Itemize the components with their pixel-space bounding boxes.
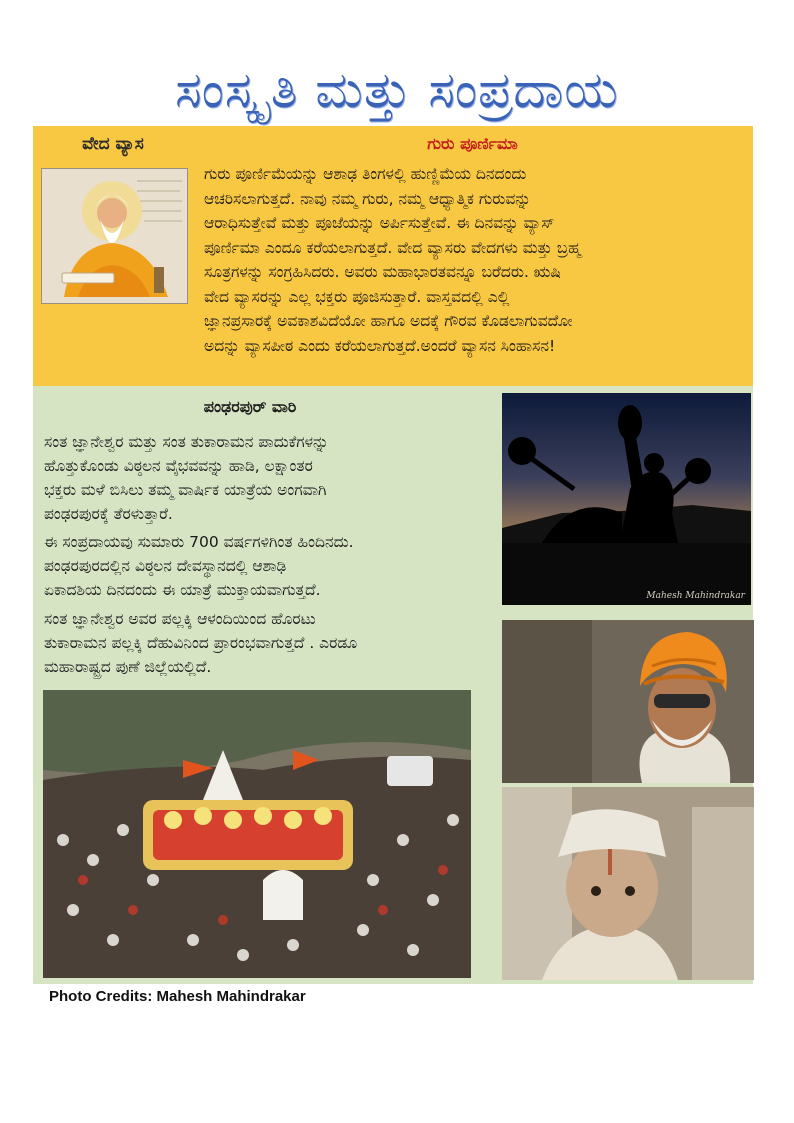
text-line: ಪಂಢರಪುರಕ್ಕೆ ತೆರಳುತ್ತಾರೆ.	[44, 505, 173, 523]
photo-credits: Photo Credits: Mahesh Mahindrakar	[49, 988, 306, 1005]
text-line: ವೇದ ವ್ಯಾಸರನ್ನು ಎಲ್ಲ ಭಕ್ತರು ಪೂಜಿಸುತ್ತಾರೆ. ವಾಸ್ತವದಲ್ಲಿ ಎಲ್ಲಿ	[204, 287, 510, 306]
text-line: ಸಂತ ಜ್ಞಾನೇಶ್ವರ ಅವರ ಪಲ್ಲಕ್ಕಿ ಆಳಂದಿಯಿಂದ ಹೊರಟು	[44, 610, 316, 628]
guru-purnima-heading: ಗುರು ಪೂರ್ಣಿಮಾ	[427, 134, 518, 153]
text-line: ಸೂತ್ರಗಳನ್ನು ಸಂಗ್ರಹಿಸಿದರು. ಅವರು ಮಹಾಭಾರತವನ್ನೂ ಬರೆದರು. ಋಷಿ	[204, 263, 561, 281]
wari-paragraph-1	[44, 430, 474, 526]
child-illustration	[502, 787, 754, 980]
procession-illustration	[43, 690, 471, 978]
text-line: ಪಂಢರಪುರದಲ್ಲಿನ ವಿಠ್ಠಲನ ದೇವಸ್ಥಾನದಲ್ಲಿ ಆಶಾಢಿ	[44, 557, 287, 575]
text-line: ಮಹಾರಾಷ್ಟ್ರದ ಪುಣೆ ಜಿಲ್ಲೆಯಲ್ಲಿದೆ.	[44, 658, 212, 676]
veda-vyasa-heading: ವೇದ ವ್ಯಾಸ	[82, 134, 144, 154]
page-title: ಸಂಸ್ಕೃತಿ ಮತ್ತು ಸಂಪ್ರದಾಯ	[175, 61, 619, 119]
turban-illustration	[502, 620, 754, 783]
text-line: ಸಂತ ಜ್ಞಾನೇಶ್ವರ ಮತ್ತು ಸಂತ ತುಕಾರಾಮನ ಪಾದುಕೆಗಳನ್ನು	[44, 433, 329, 451]
man-with-turban-photo	[502, 620, 754, 783]
palkhi-procession-photo	[43, 690, 471, 978]
text-line: ತುಕಾರಾಮನ ಪಲ್ಲಕ್ಕಿ ದೆಹುವಿನಿಂದ ಪ್ರಾರಂಭವಾಗುತ್ತದೆ . ಎರಡೂ	[44, 634, 358, 652]
child-with-cap-photo	[502, 787, 754, 980]
text-line: ಏಕಾದಶಿಯ ದಿನದಂದು ಈ ಯಾತ್ರೆ ಮುಕ್ತಾಯವಾಗುತ್ತದೆ.	[44, 581, 321, 599]
silhouette-illustration	[502, 393, 751, 605]
guru-purnima-text	[204, 162, 744, 358]
text-line: ಗುರು ಪೂರ್ಣಿಮೆಯನ್ನು ಆಶಾಢ ತಿಂಗಳಲ್ಲಿ ಹುಣ್ಣಿಮೆಯ ದಿನದಂದು	[204, 165, 527, 183]
veda-vyasa-illustration	[42, 169, 187, 303]
photo-watermark: Mahesh Mahindrakar	[646, 591, 745, 601]
silhouette-motorcycle-photo	[502, 393, 751, 605]
wari-paragraph-3	[44, 607, 474, 679]
text-line: ಆಚರಿಸಲಾಗುತ್ತದೆ. ನಾವು ನಮ್ಮ ಗುರು, ನಮ್ಮ ಆಧ್ಯಾತ್ಮಿಕ ಗುರುವನ್ನು	[204, 189, 531, 208]
veda-vyasa-image	[41, 168, 188, 304]
text-line: ಅದನ್ನು ವ್ಯಾಸಪೀಠ ಎಂದು ಕರೆಯಲಾಗುತ್ತದೆ.ಅಂದರೆ ವ್ಯಾಸನ ಸಿಂಹಾಸನ!	[204, 336, 556, 355]
text-line: ಆರಾಧಿಸುತ್ತೇವೆ ಮತ್ತು ಪೂಜೆಯನ್ನು ಅರ್ಪಿಸುತ್ತೇವೆ. ಈ ದಿನವನ್ನು ವ್ಯಾಸ್	[204, 214, 555, 232]
text-line: ಭಕ್ತರು ಮಳೆ ಬಿಸಿಲು ತಮ್ಮ ವಾರ್ಷಿಕ ಯಾತ್ರೆಯ ಅಂಗವಾಗಿ	[44, 481, 327, 499]
text-line: ಹೊತ್ತುಕೊಂಡು ವಿಠ್ಠಲನ ವೈಭವವನ್ನು ಹಾಡಿ, ಲಕ್ಷಾಂತರ	[44, 457, 313, 475]
pandharpur-wari-heading: ಪಂಢರಪುರ್ ವಾರಿ	[203, 397, 297, 416]
wari-paragraph-2	[44, 530, 474, 602]
text-line: ಜ್ಞಾನಪ್ರಸಾರಕ್ಕೆ ಅವಕಾಶವಿದೆಯೋ ಹಾಗೂ ಅದಕ್ಕೆ ಗೌರವ ಕೊಡಲಾಗುವದೋ	[204, 312, 573, 330]
text-line: ಈ ಸಂಪ್ರದಾಯವು ಸುಮಾರು 700 ವರ್ಷಗಳಿಗಿಂತ ಹಿಂದಿನದು.	[44, 533, 354, 551]
text-line: ಪೂರ್ಣಿಮಾ ಎಂದೂ ಕರೆಯಲಾಗುತ್ತದೆ. ವೇದ ವ್ಯಾಸರು ವೇದಗಳು ಮತ್ತು ಬ್ರಹ್ಮ	[204, 238, 581, 257]
